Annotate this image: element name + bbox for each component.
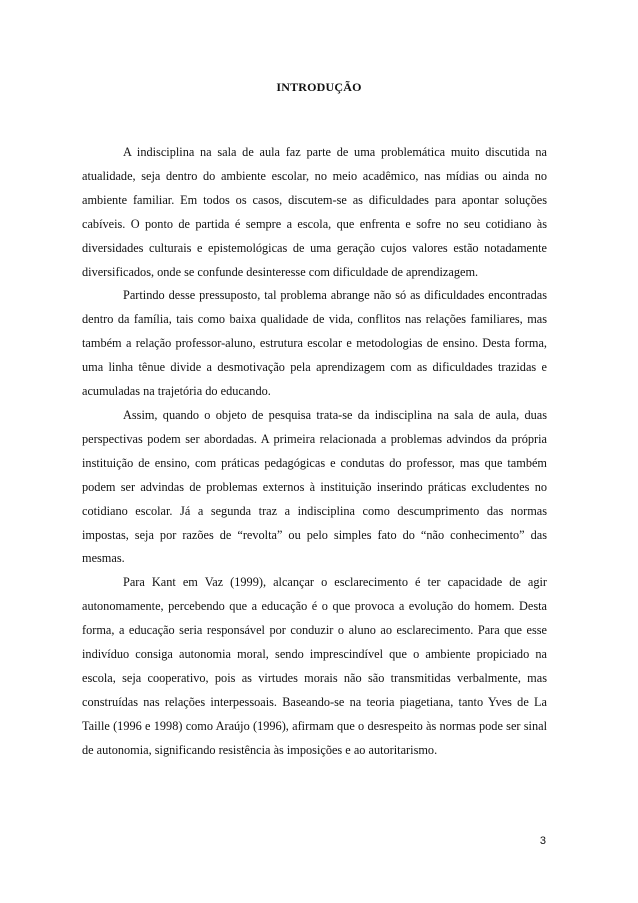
body-text <box>82 141 547 763</box>
paragraph-4: Para Kant em Vaz (1999), alcançar o esclarecimento é ter capacidade de agir autonomamente, percebendo que a educação é o que provoca a evolução do homem. Desta forma, a educação seria responsável por conduzir o aluno ao esclarecimento. Para que esse indivíduo consiga autonomia moral, sendo imprescindível que o ambiente propiciado na escola, seja cooperativo, pois as virtudes morais não são transmitidas verbalmente, mas construídas nas relações interpessoais. Baseando-se na teoria piagetiana, tanto Yves de La Taille (1996 e 1998) como Araújo (1996), afirmam que o desrespeito às normas pode ser sinal de autonomia, significando resistência às imposições e ao autoritarismo. <box>82 575 547 757</box>
page-number: 3 <box>539 835 546 847</box>
paragraph-3: Assim, quando o objeto de pesquisa trata-se da indisciplina na sala de aula, duas perspectivas podem ser abordadas. A primeira relacionada a problemas advindos da própria instituição de ensino, com práticas pedagógicas e condutas do professor, mas que também podem ser advindas de problemas externos à instituição inserindo práticas excludentes no cotidiano escolar. Já a segunda traz a indisciplina como descumprimento das normas impostas, seja por razões de “revolta” ou pelo simples fato do “não conhecimento” das mesmas. <box>82 407 547 566</box>
paragraph-1: A indisciplina na sala de aula faz parte de uma problemática muito discutida na atualidade, seja dentro do ambiente escolar, no meio acadêmico, nas mídias ou ainda no ambiente familiar. Em todos os casos, discutem-se as dificuldades para apontar soluções cabíveis. O ponto de partida é sempre a escola, que enfrenta e sofre no seu cotidiano às diversidades culturais e epistemológicas de uma geração cujos valores estão notadamente diversificados, onde se confunde desinteresse com dificuldade de aprendizagem. <box>82 145 547 279</box>
section-heading: INTRODUÇÃO <box>276 80 362 94</box>
paragraph-2: Partindo desse pressuposto, tal problema abrange não só as dificuldades encontradas dentro da família, tais como baixa qualidade de vida, conflitos nas relações familiares, mas também a relação professor-aluno, estrutura escolar e metodologias de ensino. Desta forma, uma linha tênue divide a desmotivação pela aprendizagem com as dificuldades trazidas e acumuladas na trajetória do educando. <box>82 288 547 399</box>
